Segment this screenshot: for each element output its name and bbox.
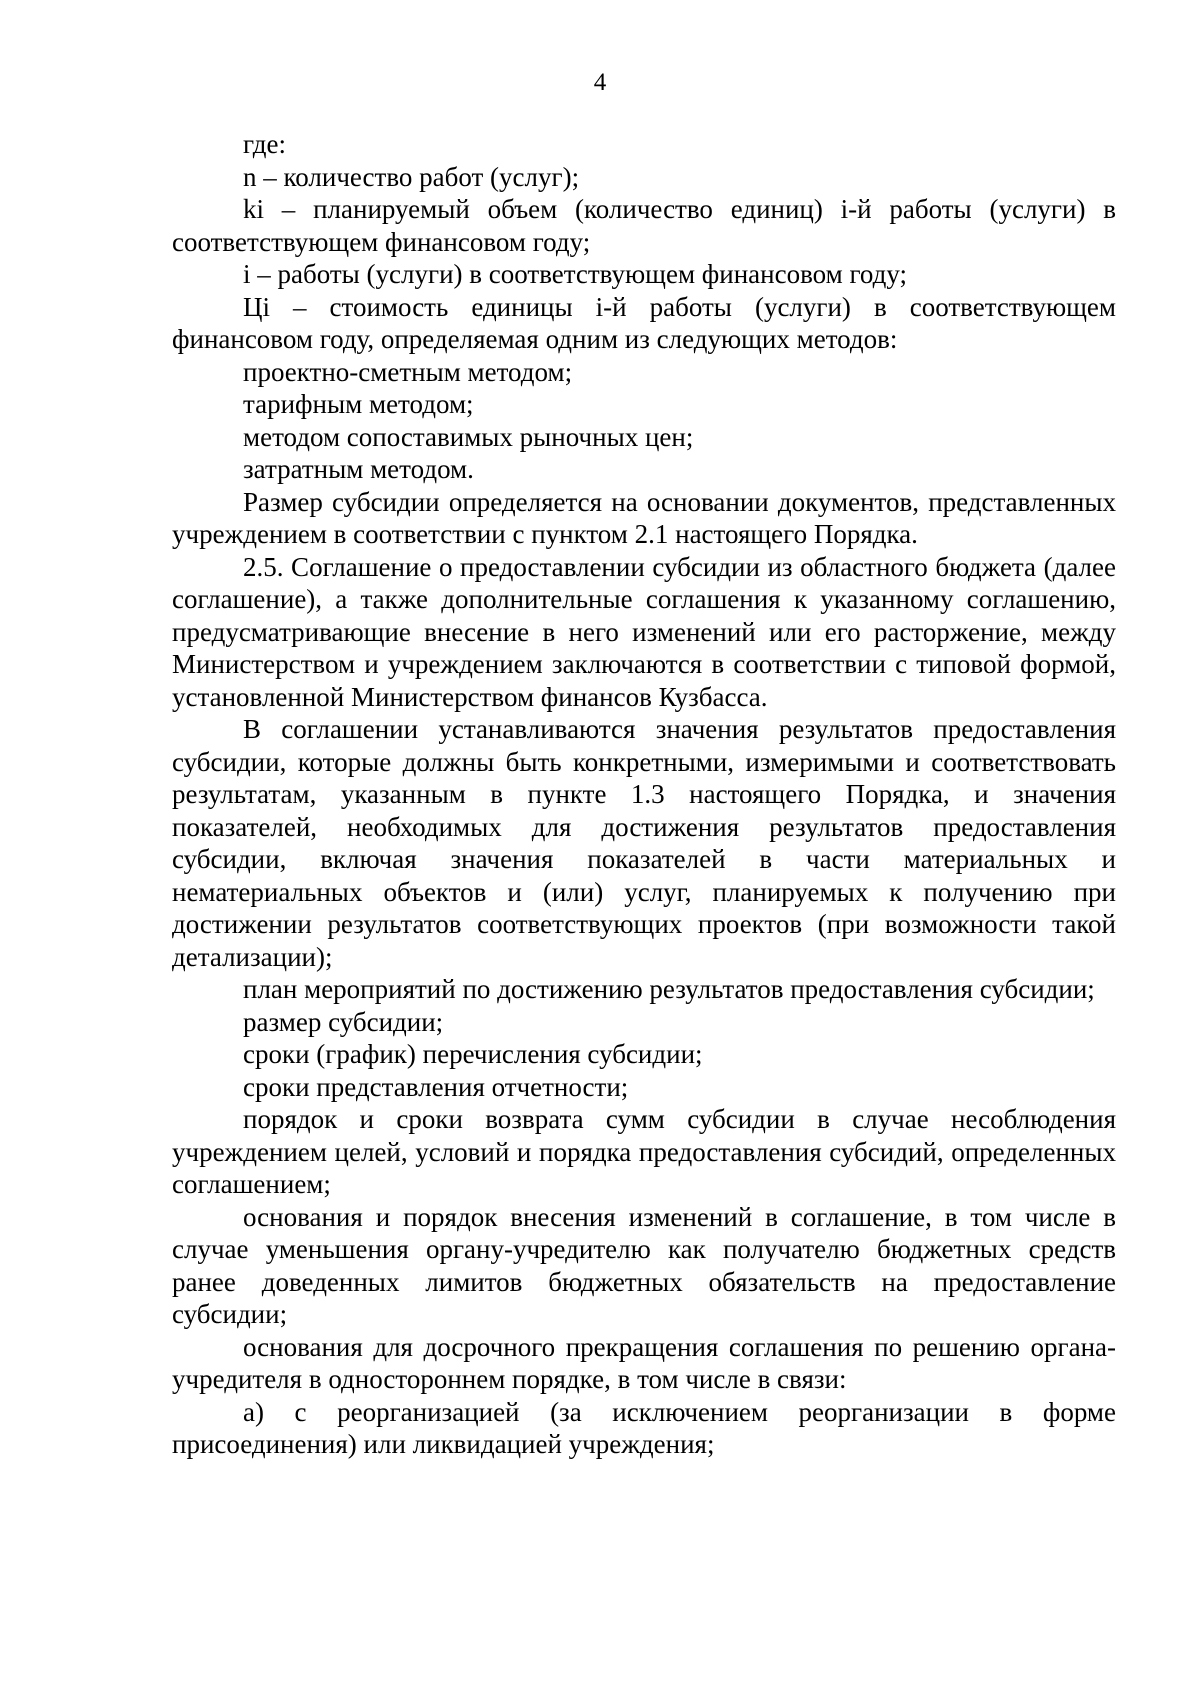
paragraph-method-tariff: тарифным методом; — [243, 389, 474, 419]
paragraph-action-plan: план мероприятий по достижению результатов предоставления субсидии; — [243, 974, 1095, 1004]
paragraph-early-termination: основания для досрочного прекращения соглашения по решению органа-учредителя в одностороннем порядке, в том числе в связи: — [172, 1331, 1116, 1394]
paragraph-subsidy-size: размер субсидии; — [243, 1006, 444, 1037]
document-body — [172, 128, 1116, 1461]
paragraph-i-definition: i – работы (услуги) в соответствующем финансовом году; — [243, 259, 907, 289]
paragraph-method-market-prices: методом сопоставимых рыночных цен; — [243, 421, 694, 452]
paragraph-ki-definition: ki – планируемый объем (количество единиц) i-й работы (услуги) в соответствующем финансовом году; — [172, 194, 1116, 257]
paragraph-where: где: — [243, 129, 286, 159]
paragraph-amendment-grounds: основания и порядок внесения изменений в соглашение, в том числе в случае уменьшения органу-учредителю как получателю бюджетных средств ранее доведенных лимитов бюджетных обязательств на предоставление субсидии; — [172, 1201, 1116, 1329]
paragraph-method-cost: затратным методом. — [243, 454, 474, 484]
paragraph-subsidy-size-basis: Размер субсидии определяется на основании документов, представленных учреждением в соответствии с пунктом 2.1 настоящего Порядка. — [172, 486, 1116, 549]
paragraph-method-design-estimate: проектно-сметным методом; — [243, 356, 573, 387]
paragraph-transfer-schedule: сроки (график) перечисления субсидии; — [243, 1039, 703, 1069]
page-number: 4 — [593, 69, 607, 96]
paragraph-reporting-deadlines: сроки представления отчетности; — [243, 1071, 629, 1102]
paragraph-refund-procedure: порядок и сроки возврата сумм субсидии в случае несоблюдения учреждением целей, условий и порядка предоставления субсидий, определенных соглашением; — [172, 1104, 1116, 1199]
paragraph-agreement-results: В соглашении устанавливаются значения результатов предоставления субсидии, которые должны быть конкретными, измеримыми и соответствовать результатам, указанным в пункте 1.3 настоящего Порядка, и значения показателей, необходимых для достижения результатов предоставления субсидии, включая значения показателей в части материальных и нематериальных объектов и (или) услуг, планируемых к получению при достижении результатов соответствующих проектов (при возможности такой детализации); — [172, 714, 1116, 972]
paragraph-2-5-agreement: 2.5. Соглашение о предоставлении субсидии из областного бюджета (далее соглашение), а также дополнительные соглашения к указанному соглашению, предусматривающие внесение в него изменений или его расторжение, между Министерством и учреждением заключаются в соответствии с типовой формой, установленной Министерством финансов Кузбасса. — [172, 551, 1116, 712]
paragraph-n-definition: n – количество работ (услуг); — [243, 161, 580, 192]
paragraph-reorganization: а) с реорганизацией (за исключением реорганизации в форме присоединения) или ликвидацией учреждения; — [172, 1396, 1116, 1459]
paragraph-ci-definition: Цi – стоимость единицы i-й работы (услуги) в соответствующем финансовом году, определяемая одним из следующих методов: — [172, 291, 1116, 354]
